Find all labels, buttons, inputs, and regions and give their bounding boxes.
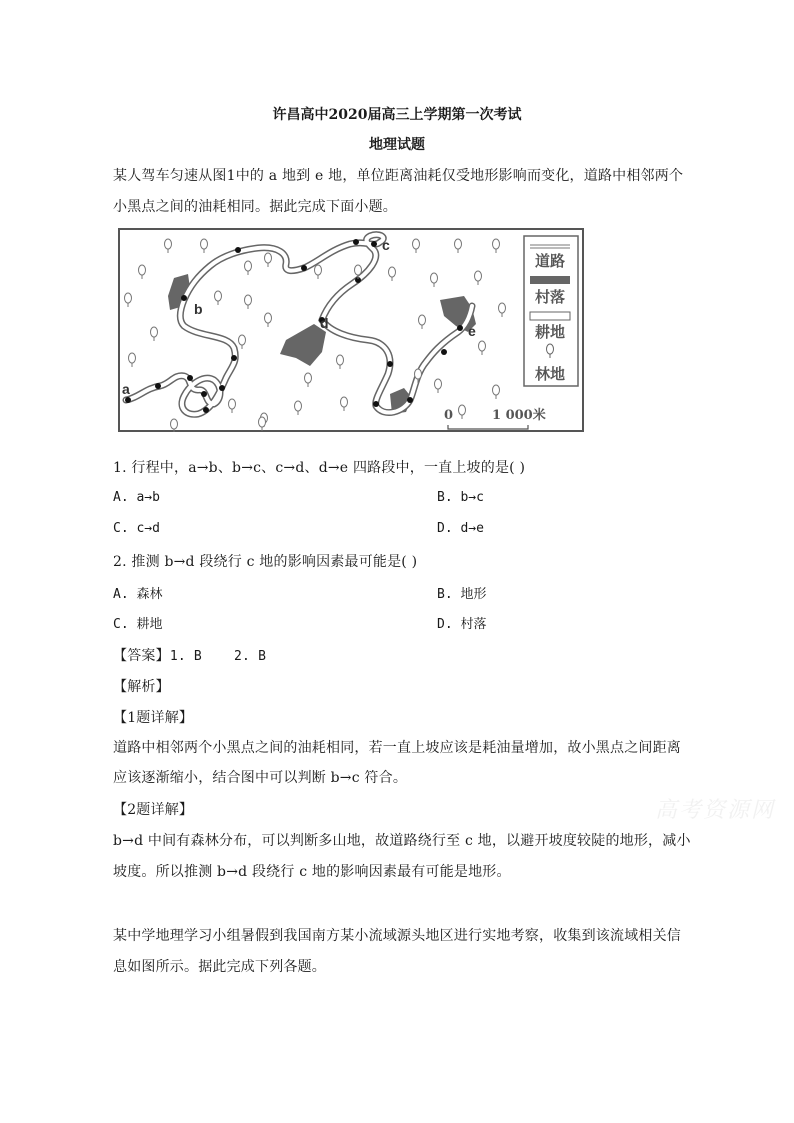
road-dot xyxy=(235,247,241,253)
answer-value: 1. B 2. B xyxy=(169,649,267,664)
question-2-option-b: B. 地形 xyxy=(437,587,487,602)
road-dot xyxy=(301,265,307,271)
legend-farmland-symbol xyxy=(530,312,570,320)
road-dot xyxy=(457,325,463,331)
analysis-q2-line-2: 坡度。所以推测 b→d 段绕行 c 地的影响因素最有可能是地形。 xyxy=(113,864,511,880)
point-label-d: d xyxy=(320,315,329,331)
road-dot xyxy=(187,375,193,381)
answer-label: 【答案】 xyxy=(113,648,170,664)
road-dot xyxy=(231,355,237,361)
legend-village-label: 村落 xyxy=(534,288,566,306)
legend-forest-label: 林地 xyxy=(534,365,566,383)
road-dot xyxy=(441,349,447,355)
point-label-e: e xyxy=(468,323,476,339)
question-2-option-a: A. 森林 xyxy=(113,587,163,602)
analysis-q1-line-1: 道路中相邻两个小黑点之间的油耗相同，若一直上坡应该是耗油量增加，故小黑点之间距离 xyxy=(113,740,681,756)
question-1-option-d: D. d→e xyxy=(437,521,484,536)
road-dot xyxy=(125,397,131,403)
point-label-c: c xyxy=(382,237,390,253)
question-1-stem: 1. 行程中，a→b、b→c、c→d、d→e 四路段中，一直上坡的是( ) xyxy=(113,460,526,476)
road-dot xyxy=(353,239,359,245)
analysis-label: 【解析】 xyxy=(113,679,170,695)
intro-line-2: 小黑点之间的油耗相同。据此完成下面小题。 xyxy=(113,199,397,215)
page-title: 许昌高中2020届高三上学期第一次考试 xyxy=(272,107,522,123)
terrain-road-map xyxy=(118,228,584,432)
question-1-option-c: C. c→d xyxy=(113,521,160,536)
legend-road-label: 道路 xyxy=(534,252,566,270)
analysis-q1-line-2: 应该逐渐缩小，结合图中可以判断 b→c 符合。 xyxy=(113,770,408,786)
road-dot xyxy=(181,295,187,301)
point-label-a: a xyxy=(122,381,130,397)
legend-farmland-label: 耕地 xyxy=(534,323,566,341)
answer-row xyxy=(113,645,266,665)
scale-value: 1 000米 xyxy=(492,408,546,423)
road-dot xyxy=(219,385,225,391)
road-dot xyxy=(203,407,209,413)
road-dot xyxy=(201,391,207,397)
page-subtitle: 地理试题 xyxy=(369,137,425,153)
road-dot xyxy=(387,361,393,367)
analysis-q1-title: 【1题详解】 xyxy=(113,710,194,726)
legend-village-symbol xyxy=(530,276,570,284)
scale-zero: 0 xyxy=(444,408,454,423)
road-dot xyxy=(371,241,377,247)
road-dot xyxy=(407,397,413,403)
next-intro-line-2: 息如图所示。据此完成下列各题。 xyxy=(113,959,326,975)
road-dot xyxy=(373,401,379,407)
point-label-b: b xyxy=(194,301,203,317)
analysis-q2-title: 【2题详解】 xyxy=(113,802,194,818)
question-2-stem: 2. 推测 b→d 段绕行 c 地的影响因素最可能是( ) xyxy=(113,554,418,570)
intro-line-1: 某人驾车匀速从图1中的 a 地到 e 地，单位距离油耗仅受地形影响而变化，道路中相邻两个 xyxy=(113,168,684,184)
next-intro-line-1: 某中学地理学习小组暑假到我国南方某小流域源头地区进行实地考察，收集到该流域相关信 xyxy=(113,928,681,944)
road-dot xyxy=(155,383,161,389)
question-1-option-b: B. b→c xyxy=(437,490,484,505)
watermark: 高考资源网 xyxy=(655,798,776,823)
analysis-q2-line-1: b→d 中间有森林分布，可以判断多山地，故道路绕行至 c 地，以避开坡度较陡的地形，减小 xyxy=(113,833,691,849)
question-2-option-d: D. 村落 xyxy=(437,617,487,632)
question-2-option-c: C. 耕地 xyxy=(113,617,163,632)
question-1-option-a: A. a→b xyxy=(113,490,160,505)
